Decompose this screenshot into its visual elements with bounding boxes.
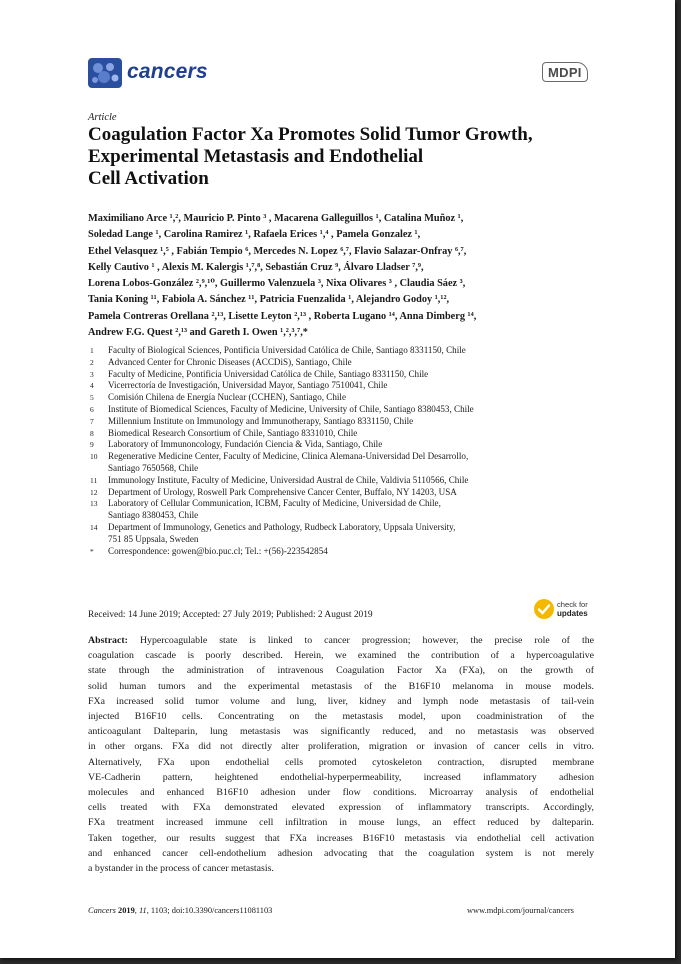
affiliation-number: 10: [90, 452, 98, 462]
affiliation-text: [108, 522, 588, 546]
abstract-line: Taken together, our results suggest that FXa increases B16F10 metastasis via endothelial cell activation: [88, 832, 594, 844]
author-line: Ethel Velasquez ¹,⁵ , Fabián Tempio ⁶, Mercedes N. Lopez ⁶,⁷, Flavio Salazar-Onfray ⁶,⁷,: [88, 245, 467, 257]
affiliation-number: 4: [90, 381, 94, 391]
affiliation-line: Immunology Institute, Faculty of Medicine, Universidad Austral de Chile, Valdivia 5110566, Chile: [108, 474, 469, 485]
affiliation-text: [108, 369, 588, 381]
affiliation-line: Department of Immunology, Genetics and Pathology, Rudbeck Laboratory, Uppsala University,: [108, 521, 456, 532]
affiliation-text: [108, 416, 588, 428]
affiliation-number: 1: [90, 346, 94, 355]
affiliation-item: [88, 522, 588, 546]
article-type: Article: [88, 112, 117, 123]
affiliation-line: Advanced Center for Chronic Diseases (ACCDiS), Santiago, Chile: [108, 356, 352, 367]
affiliation-item: [88, 451, 588, 475]
affiliation-number: 2: [90, 357, 94, 367]
affiliation-line: Department of Urology, Roswell Park Comprehensive Cancer Center, Buffalo, NY 14203, USA: [108, 486, 457, 497]
abstract-line: coagulation cascade is poorly described. Herein, we examined the contribution of a hypercoagulative: [88, 650, 594, 662]
abstract-line: [88, 633, 594, 648]
journal-url-link[interactable]: www.mdpi.com/journal/cancers: [467, 906, 574, 915]
check-updates-icon: [534, 599, 554, 619]
abstract-line: solid human tumors and the experimental metastasis of the B16F10 melanoma in mouse models.: [88, 680, 594, 692]
affiliation-line: Santiago 8380453, Chile: [108, 510, 199, 521]
affiliation-list: [88, 345, 588, 557]
affiliation-line: Faculty of Medicine, Pontificia Universidad Católica de Chile, Santiago 8331150, Chile: [108, 368, 429, 379]
author-line: Andrew F.G. Quest ²,¹³ and Gareth I. Owen ¹,²,³,⁷,*: [88, 327, 308, 339]
affiliation-line: Institute of Biomedical Sciences, Faculty of Medicine, University of Chile, Santiago 8380453, Chile: [108, 403, 474, 414]
affiliation-line: Correspondence: gowen@bio.puc.cl; Tel.: +(56)-223542854: [108, 545, 328, 556]
check-updates-line2: updates: [557, 609, 588, 618]
affiliation-item: [88, 546, 588, 558]
affiliation-line: Regenerative Medicine Center, Faculty of Medicine, Clinica Alemana-Universidad Del Desarrollo,: [108, 451, 469, 462]
abstract-line: cells treated with FXa demonstrated elevated expression of inflammatory transcripts. Accordingly,: [88, 802, 594, 814]
abstract-line: and enhanced cancer cell-endothelium adhesion advocating that the coagulation system is not merely: [88, 847, 594, 859]
abstract-line: injected B16F10 cells. Concentrating on the metastasis model, upon coadministration of the: [88, 711, 594, 723]
author-list: [88, 211, 608, 341]
journal-logo-icon: [88, 58, 122, 88]
abstract-line: FXa increased solid tumor volume and lung, liver, kidney and lymph node metastasis of tail-vein: [88, 695, 594, 707]
author-line: Soledad Lange ¹, Carolina Ramirez ¹, Rafaela Erices ¹,⁴ , Pamela Gonzalez ¹,: [88, 229, 421, 241]
affiliation-line: Millennium Institute on Immunology and Immunotherapy, Santiago 8331150, Chile: [108, 415, 414, 426]
citation-doi: , 1103; doi:10.3390/cancers11081103: [146, 906, 273, 915]
abstract-line: VE-Cadherin pattern, heightened endothelial-hyperpermeability, increased inflammatory adhesion: [88, 771, 594, 783]
affiliation-line: Faculty of Biological Sciences, Pontificia Universidad Católica de Chile, Santiago 8331150, Chile: [108, 345, 466, 355]
affiliation-item: [88, 404, 588, 416]
affiliation-number: 6: [90, 404, 94, 414]
check-updates-label: [557, 600, 588, 618]
affiliation-text: [108, 428, 588, 440]
author-line: Pamela Contreras Orellana ²,¹³, Lisette Leyton ²,¹³ , Roberta Lugano ¹⁴, Anna Dimberg ¹⁴,: [88, 310, 477, 322]
abstract-label: Abstract:: [88, 635, 128, 646]
affiliation-line: 751 85 Uppsala, Sweden: [108, 533, 199, 544]
abstract-line: anticoagulant Dalteparin, lung metastasis was significantly reduced, and no metastasis was observed: [88, 726, 594, 738]
affiliation-text: [108, 498, 588, 522]
affiliation-number: *: [90, 546, 94, 556]
affiliation-number: 12: [90, 487, 98, 497]
author-line: Kelly Cautivo ¹ , Alexis M. Kalergis ¹,⁷,⁸, Sebastián Cruz ⁹, Álvaro Lladser ⁷,⁹,: [88, 261, 424, 273]
affiliation-text: [108, 392, 588, 404]
affiliation-number: 8: [90, 428, 94, 438]
affiliation-number: 13: [90, 499, 98, 509]
journal-name: cancers: [127, 60, 208, 83]
citation-journal: Cancers: [88, 906, 116, 915]
author-line: Maximiliano Arce ¹,², Mauricio P. Pinto ³ , Macarena Galleguillos ¹, Catalina Muñoz ¹,: [88, 213, 464, 224]
affiliation-item: [88, 498, 588, 522]
citation-footer: Cancers 2019, 11, 1103; doi:10.3390/cancers11081103: [88, 906, 273, 915]
affiliation-line: Laboratory of Immunoncology, Fundación Ciencia & Vida, Santiago, Chile: [108, 439, 383, 450]
abstract-line: a bystander in the process of cancer metastasis.: [88, 863, 274, 875]
check-for-updates-button[interactable]: [534, 598, 594, 622]
affiliation-line: Biomedical Research Consortium of Chile, Santiago 8331010, Chile: [108, 427, 358, 438]
affiliation-number: 9: [90, 440, 94, 450]
affiliation-text: [108, 475, 588, 487]
citation-year: 2019: [118, 906, 135, 915]
affiliation-text: [108, 380, 588, 392]
affiliation-item: [88, 357, 588, 369]
affiliation-item: [88, 369, 588, 381]
affiliation-text: [108, 357, 588, 369]
affiliation-text: [108, 439, 588, 451]
affiliation-text: [108, 546, 588, 558]
affiliation-line: Laboratory of Cellular Communication, ICBM, Faculty of Medicine, Universidad de Chile,: [108, 498, 441, 509]
citation-volume: 11: [138, 906, 147, 915]
author-line: Tania Koning ¹¹, Fabiola A. Sánchez ¹¹, Patricia Fuenzalida ¹, Alejandro Godoy ¹,¹²,: [88, 294, 450, 306]
title-line: Coagulation Factor Xa Promotes Solid Tumor Growth,: [88, 124, 533, 145]
affiliation-number: 11: [90, 475, 98, 485]
affiliation-line: Comisión Chilena de Energía Nuclear (CCHEN), Santiago, Chile: [108, 392, 346, 403]
publisher-logo: MDPI: [542, 62, 588, 82]
affiliation-item: [88, 345, 588, 357]
abstract-line: FXa treatment increased immune cell infiltration in mouse lungs, an effect reduced by dalteparin.: [88, 817, 594, 829]
title-line: Cell Activation: [88, 168, 209, 189]
publication-dates: Received: 14 June 2019; Accepted: 27 July 2019; Published: 2 August 2019: [88, 610, 373, 620]
affiliation-item: [88, 487, 588, 499]
affiliation-text: [108, 451, 588, 475]
check-updates-line1: check for: [557, 600, 588, 609]
abstract-line: molecules and enhanced B16F10 adhesion under flow conditions. Microarray analysis of endothelial: [88, 787, 594, 799]
affiliation-number: 7: [90, 416, 94, 426]
affiliation-item: [88, 428, 588, 440]
affiliation-line: Santiago 7650568, Chile: [108, 462, 199, 473]
affiliation-text: [108, 487, 588, 499]
affiliation-line: Vicerrectoría de Investigación, Universidad Mayor, Santiago 7510041, Chile: [108, 380, 388, 391]
affiliation-item: [88, 475, 588, 487]
affiliation-item: [88, 439, 588, 451]
abstract-line: Alternatively, FXa upon endothelial cells promoted cytoskeleton contraction, disrupted membrane: [88, 756, 594, 768]
article-title: [88, 124, 628, 190]
abstract: [88, 633, 594, 876]
affiliation-number: 14: [90, 522, 98, 532]
affiliation-text: [108, 404, 588, 416]
author-line: Lorena Lobos-González ²,⁹,¹⁰, Guillermo Valenzuela ³, Nixa Olivares ³ , Claudia Sáez ³,: [88, 278, 466, 290]
affiliation-text: [108, 345, 588, 357]
abstract-line: in other organs. FXa did not directly alter proliferation, migration or invasion of cancer cells in vitro.: [88, 741, 594, 753]
title-line: Experimental Metastasis and Endothelial: [88, 146, 424, 167]
affiliation-item: [88, 380, 588, 392]
abstract-line: state through the administration of intravenous Coagulation Factor Xa (FXa), on the growth of: [88, 665, 594, 677]
affiliation-item: [88, 392, 588, 404]
affiliation-number: 5: [90, 393, 94, 403]
affiliation-number: 3: [90, 369, 94, 379]
affiliation-item: [88, 416, 588, 428]
abstract-line-text: Hypercoagulable state is linked to cancer progression; however, the precise role of the: [139, 635, 595, 646]
